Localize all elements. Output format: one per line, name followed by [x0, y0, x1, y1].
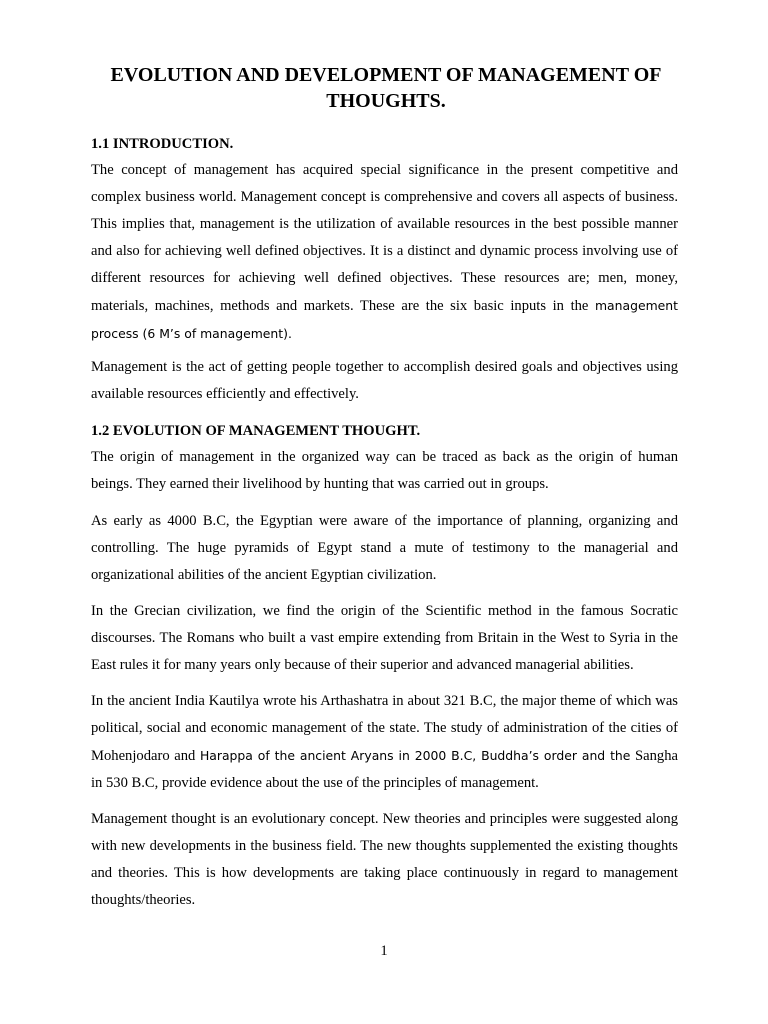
- paragraph-evolution-3: In the Grecian civilization, we find the origin of the Scientific method in the famous Socratic discourses. The Romans who built a vast empire extending from Britain in the West to Syria in the East rules it for many years only because of their superior and advanced managerial abilities.: [91, 603, 678, 673]
- document-title: EVOLUTION AND DEVELOPMENT OF MANAGEMENT OF THOUGHTS.: [110, 64, 662, 112]
- paragraph-evolution-4: [91, 688, 678, 797]
- paragraph-evolution-2: As early as 4000 B.C, the Egyptian were aware of the importance of planning, organizing and controlling. The huge pyramids of Egypt stand a mute of testimony to the managerial and organizational abilities of the ancient Egyptian civilization.: [91, 513, 678, 583]
- paragraph-introduction-1: [91, 157, 678, 348]
- page-number: 1: [380, 943, 388, 959]
- paragraph-introduction-2: Management is the act of getting people together to accomplish desired goals and objectives using available resources efficiently and effectively.: [91, 359, 678, 402]
- paragraph-text: In the ancient India Kautilya wrote his Arthashatra in about 321 B.C, the major theme of which was political, social and economic management of the state. The study of administration of the cities of Mohenjodaro and: [91, 693, 678, 764]
- section-heading-introduction: 1.1 INTRODUCTION.: [91, 136, 234, 152]
- paragraph-text-continued: Sangha in 530 B.C, provide evidence about the use of the principles of management.: [91, 748, 678, 791]
- paragraph-text-alt-font: Harappa of the ancient Aryans in 2000 B.C, Buddha’s order and the: [199, 748, 631, 763]
- section-heading-evolution: 1.2 EVOLUTION OF MANAGEMENT THOUGHT.: [91, 423, 421, 439]
- paragraph-text: The concept of management has acquired special significance in the present competitive and complex business world. Management concept is comprehensive and covers all aspects of business. This implies that, management is the utilization of available resources in the best possible manner and also for achieving well defined objectives. It is a distinct and dynamic process involving use of different resources for achieving well defined objectives. These resources are; men, money, materials, machines, methods and markets. These are the six basic inputs in the: [91, 162, 678, 314]
- paragraph-evolution-1: The origin of management in the organized way can be traced as back as the origin of human beings. They earned their livelihood by hunting that was carried out in groups.: [91, 449, 678, 492]
- paragraph-evolution-5: Management thought is an evolutionary concept. New theories and principles were suggested along with new developments in the business field. The new thoughts supplemented the existing thoughts and theories. This is how developments are taking place continuously in regard to management thoughts/theories.: [91, 811, 678, 908]
- paragraph-text-alt-font: management process (6 M’s of management).: [91, 298, 678, 341]
